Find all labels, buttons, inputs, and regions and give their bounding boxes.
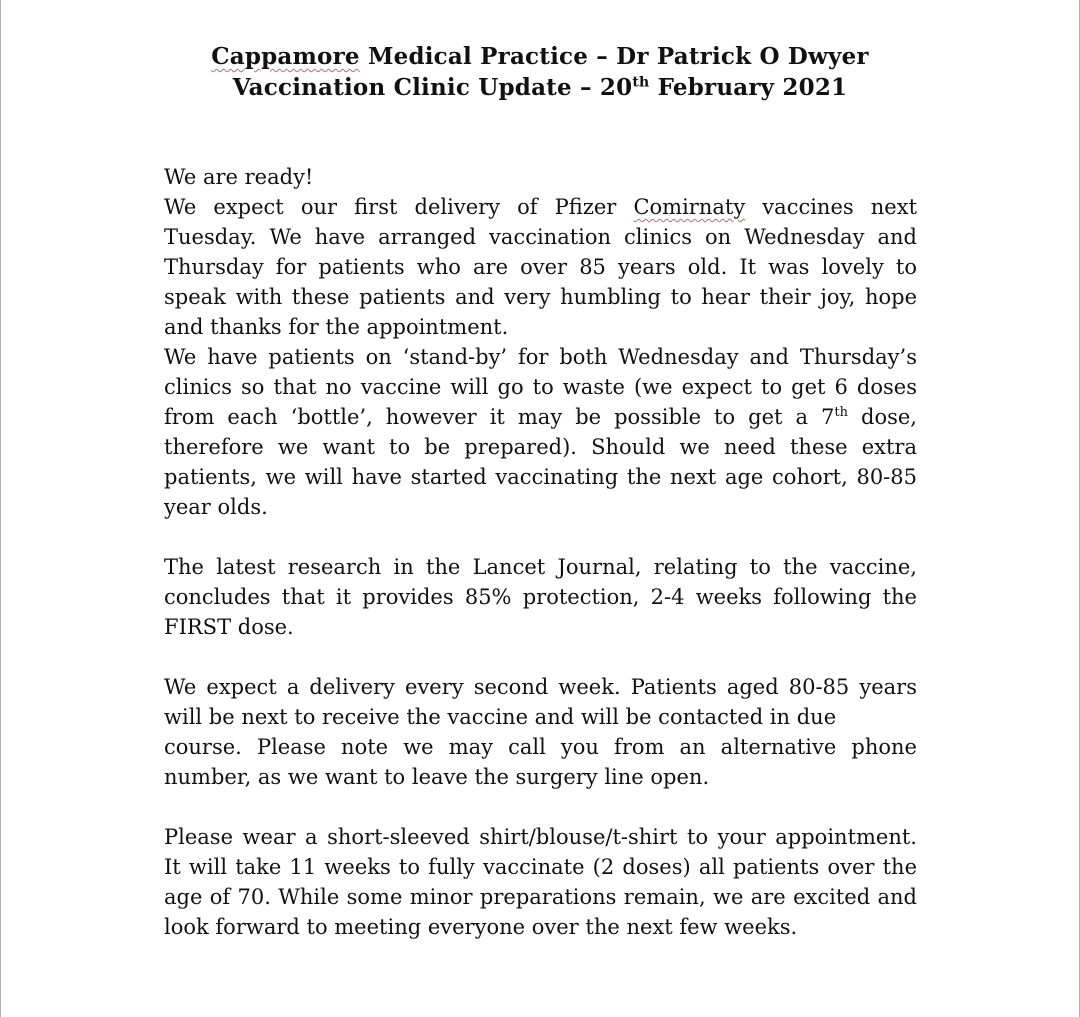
intro-line: We are ready! — [164, 165, 314, 189]
title-ordinal-superscript: th — [632, 74, 650, 91]
paragraph-delivery-schedule-line-2: course. Please note we may call you from an alternative phone number, as we want to leave the surgery line open. — [164, 735, 917, 789]
title-line-2-pre: Vaccination Clinic Update – 20 — [232, 74, 633, 101]
document-body — [164, 162, 917, 942]
paragraph-ready-and-delivery — [164, 162, 917, 522]
paragraph-first-delivery-post: vaccines next Tuesday. We have arranged vaccination clinics on Wednesday and Thursday for patients who are over 85 years old. It was lovely to speak with these patients and very humbling to hear their joy, hope and thanks for the appointment. — [164, 195, 918, 339]
vaccine-name-misspelled: Comirnaty — [633, 195, 746, 219]
title-line-2-post: February 2021 — [649, 74, 848, 101]
title-line-2 — [1, 72, 1079, 103]
title-line-1 — [1, 41, 1079, 72]
paragraph-delivery-schedule-line-1: We expect a delivery every second week. Patients aged 80-85 years will be next to receive the vaccine and will be contacted in due — [164, 675, 917, 729]
paragraph-lancet-research: The latest research in the Lancet Journal, relating to the vaccine, concludes that it provides 85% protection, 2-4 weeks following the FIRST dose. — [164, 555, 917, 639]
title-line-1-rest: Medical Practice – Dr Patrick O Dwyer — [359, 43, 869, 70]
title-practice-name-misspelled: Cappamore — [211, 43, 360, 70]
paragraph-appointment-advice: Please wear a short-sleeved shirt/blouse/t-shirt to your appointment. It will take 11 weeks to fully vaccinate (2 doses) all patients over the age of 70. While some minor preparations remain, we are excited and look forward to meeting everyone over the next few weeks. — [164, 825, 917, 939]
paragraph-standby-post: dose, therefore we want to be prepared). Should we need these extra patients, we will have started vaccinating the next age cohort, 80-85 year olds. — [164, 405, 917, 519]
paragraph-standby-pre: We have patients on ‘stand-by’ for both Wednesday and Thursday’s clinics so that no vaccine will go to waste (we expect to get 6 doses from each ‘bottle’, however it may be possible to get a 7 — [164, 345, 917, 429]
paragraph-first-delivery-pre: We expect our first delivery of Pfizer — [164, 195, 634, 219]
document-title — [1, 0, 1079, 103]
paragraph-delivery-schedule — [164, 672, 917, 792]
dose-ordinal-superscript: th — [834, 405, 848, 420]
